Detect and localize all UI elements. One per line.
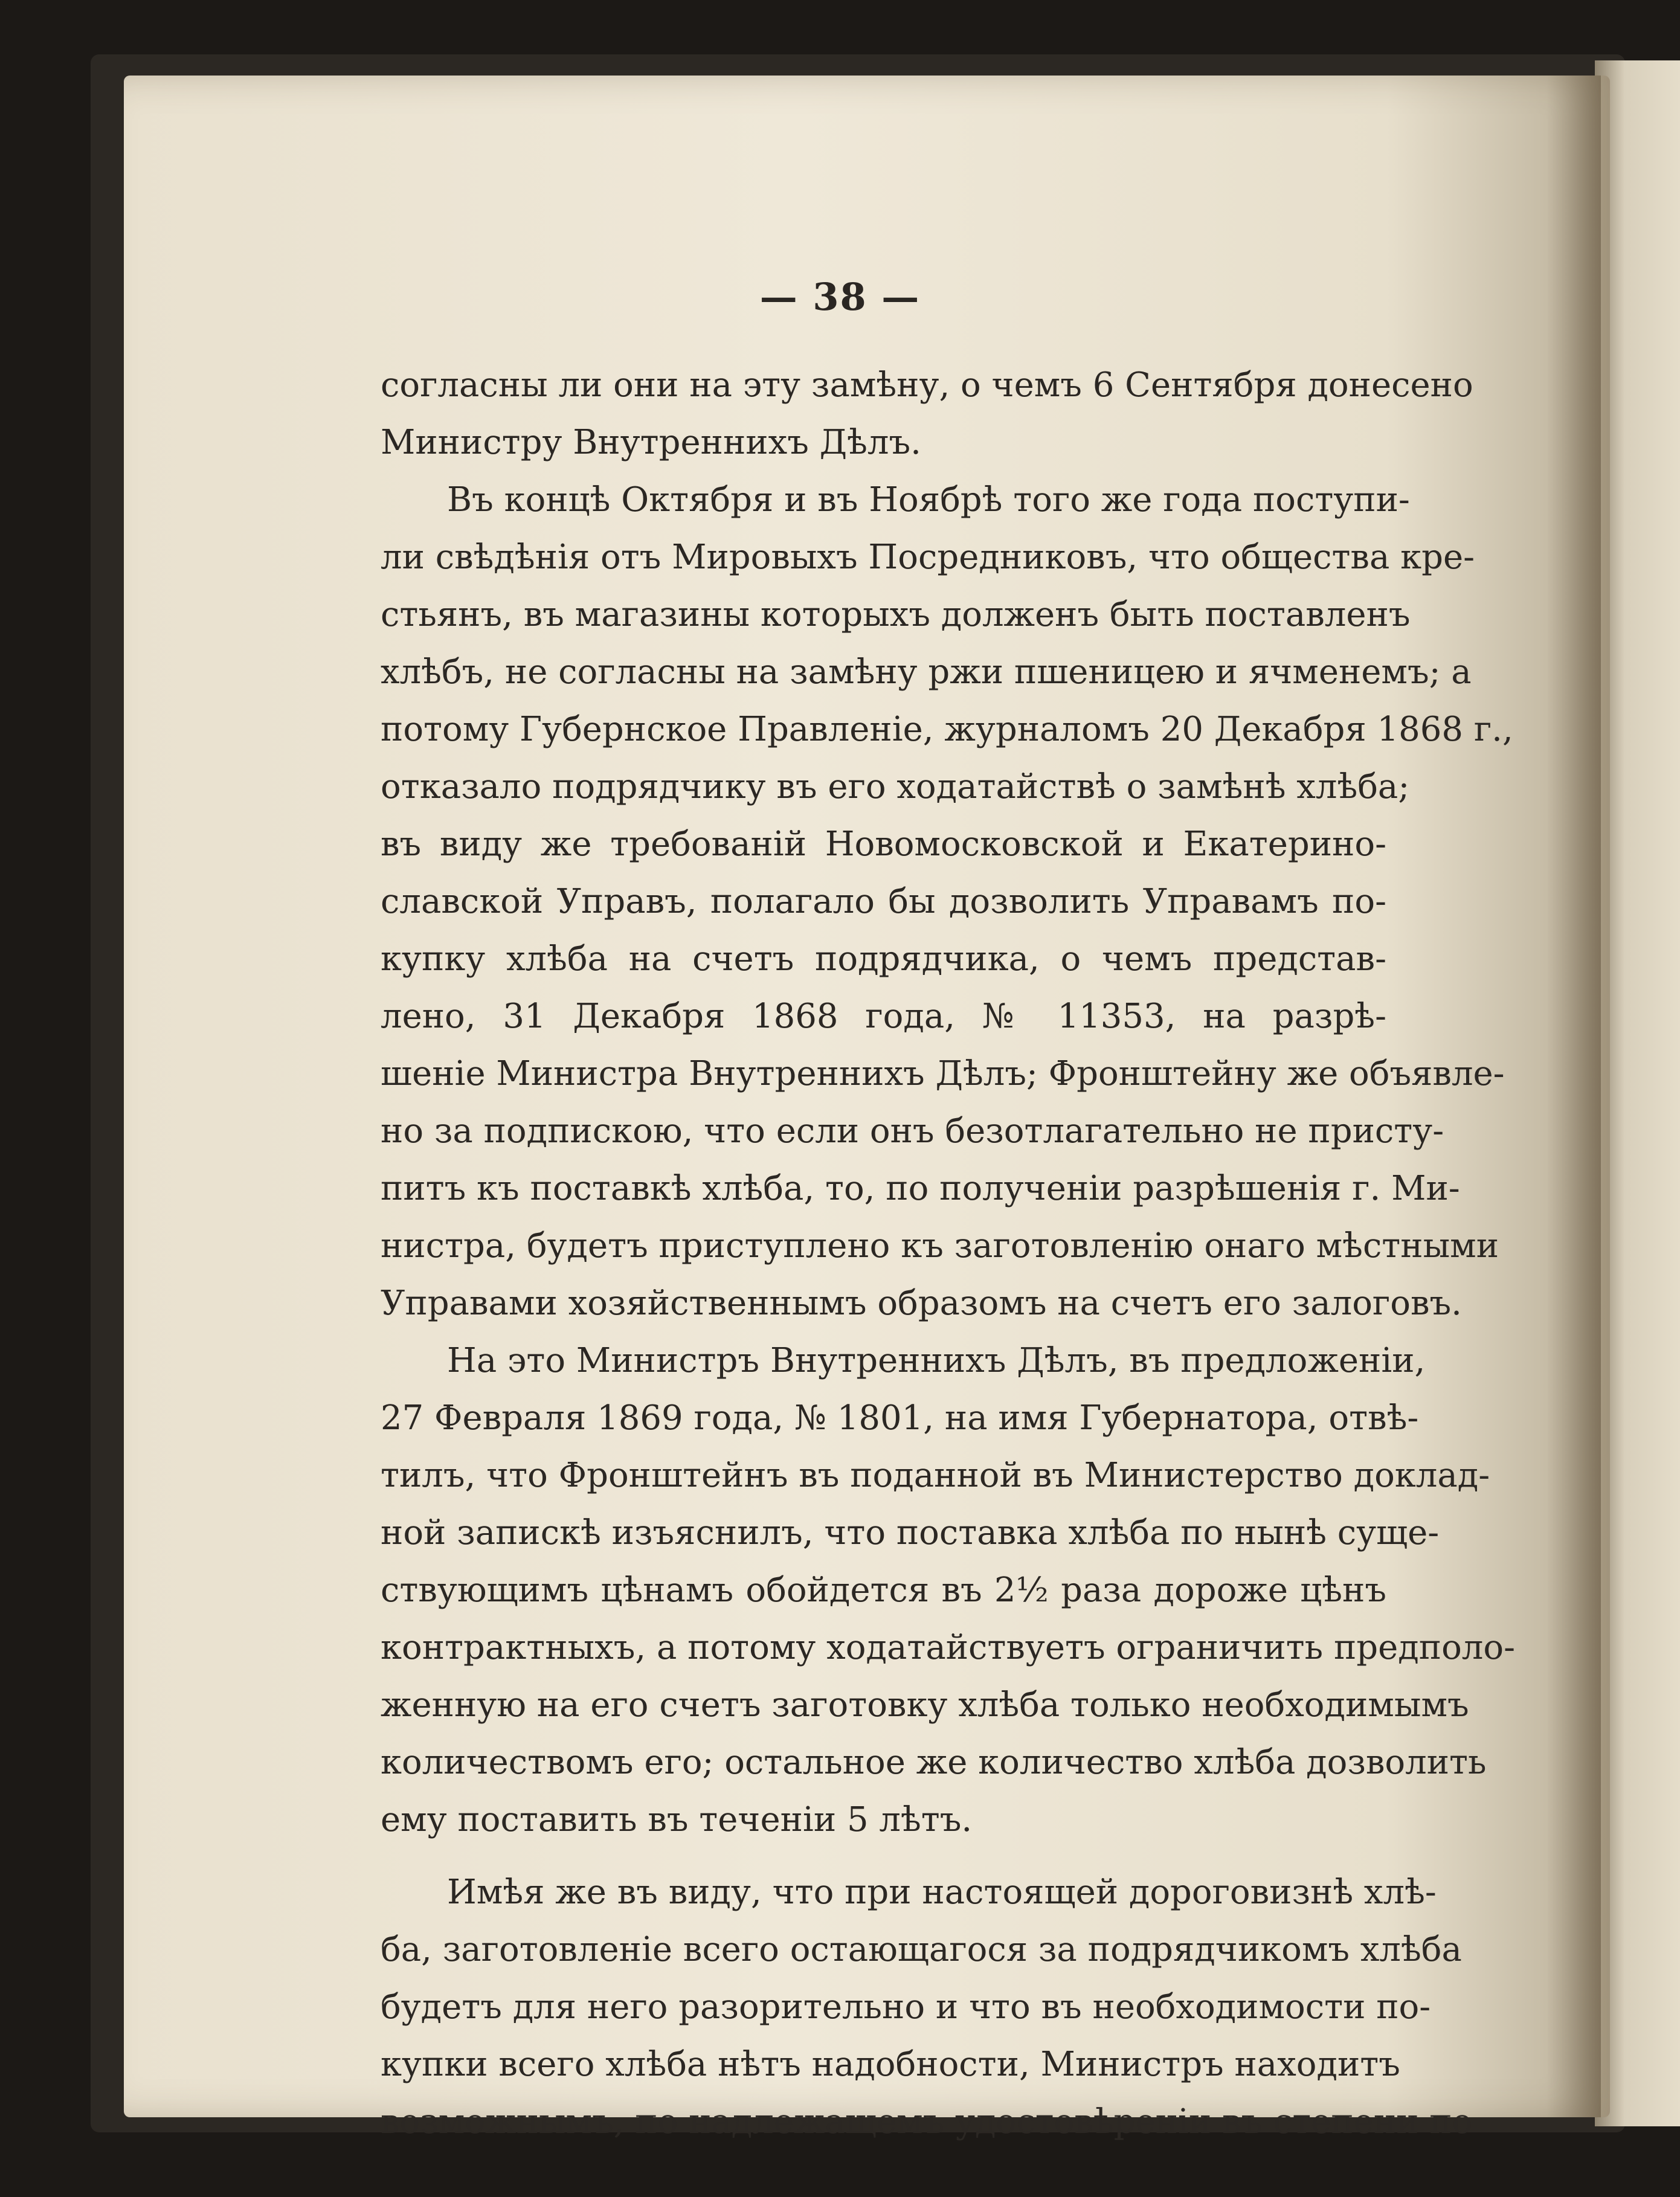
text-line: славской Управъ, полагало бы дозволить Управамъ по- (381, 882, 1386, 921)
paragraph (381, 356, 1473, 471)
text-line: согласны ли они на эту замѣну, о чемъ 6 Сентября донесено (381, 365, 1473, 405)
text-line: женную на его счетъ заготовку хлѣба только необходимымъ (381, 1685, 1469, 1725)
paragraph (381, 1332, 1515, 1848)
text-line: отказало подрядчику въ его ходатайствѣ о замѣнѣ хлѣба; (381, 767, 1410, 806)
text-line: купки всего хлѣба нѣтъ надобности, Министръ находитъ (381, 2045, 1400, 2084)
text-line: будетъ для него разорительно и что въ необходимости по- (381, 1987, 1431, 2027)
text-line: купку хлѣба на счетъ подрядчика, о чемъ представ- (381, 939, 1386, 979)
text-line: возможнымъ, по надлежащемъ удостовѣреніи въ степени по (381, 2102, 1473, 2141)
text-line: нистра, будетъ приступлено къ заготовленію онаго мѣстными (381, 1226, 1499, 1266)
text-line: Управами хозяйственнымъ образомъ на счетъ его залоговъ. (381, 1284, 1462, 1323)
text-line: ствующимъ цѣнамъ обойдется въ 2½ раза дороже цѣнъ (381, 1571, 1386, 1610)
text-line: питъ къ поставкѣ хлѣба, то, по полученіи разрѣшенія г. Ми- (381, 1169, 1460, 1208)
paragraph (381, 471, 1513, 1332)
text-line: шеніе Министра Внутреннихъ Дѣлъ; Фронштейну же объявле- (381, 1054, 1505, 1093)
text-line: Министру Внутреннихъ Дѣлъ. (381, 423, 921, 462)
text-line: 27 Февраля 1869 года, № 1801, на имя Губернатора, отвѣ- (381, 1398, 1419, 1438)
text-line: ли свѣдѣнія отъ Мировыхъ Посредниковъ, что общества кре- (381, 538, 1475, 577)
text-line: Имѣя же въ виду, что при настоящей дороговизнѣ хлѣ- (447, 1873, 1437, 1912)
text-line: потому Губернское Правленіе, журналомъ 20 Декабря 1868 г., (381, 710, 1513, 749)
page-text (381, 356, 1515, 2150)
text-line: ему поставить въ теченіи 5 лѣтъ. (381, 1800, 973, 1839)
page-gutter-shadow (1546, 76, 1601, 2117)
page-number: — 38 — (759, 275, 921, 319)
text-line: ной запискѣ изъяснилъ, что поставка хлѣба по нынѣ суще- (381, 1513, 1440, 1552)
text-line: но за подпискою, что если онъ безотлагательно не присту- (381, 1111, 1444, 1151)
text-line: лено, 31 Декабря 1868 года, № 11353, на разрѣ- (381, 997, 1386, 1036)
text-line: въ виду же требованій Новомосковской и Екатерино- (381, 825, 1386, 864)
paragraph (381, 1864, 1473, 2150)
text-line: контрактныхъ, а потому ходатайствуетъ ограничить предполо- (381, 1628, 1515, 1667)
text-line: тилъ, что Фронштейнъ въ поданной въ Министерство доклад- (381, 1456, 1490, 1495)
text-line: Въ концѣ Октября и въ Ноябрѣ того же года поступи- (447, 480, 1410, 519)
text-line: На это Министръ Внутреннихъ Дѣлъ, въ предложеніи, (447, 1341, 1426, 1380)
text-line: стьянъ, въ магазины которыхъ долженъ быть поставленъ (381, 595, 1411, 634)
text-line: количествомъ его; остальное же количество хлѣба дозволить (381, 1743, 1487, 1782)
text-line: ба, заготовленіе всего остающагося за подрядчикомъ хлѣба (381, 1930, 1462, 1969)
text-line: хлѣбъ, не согласны на замѣну ржи пшеницею и ячменемъ; а (381, 652, 1472, 692)
